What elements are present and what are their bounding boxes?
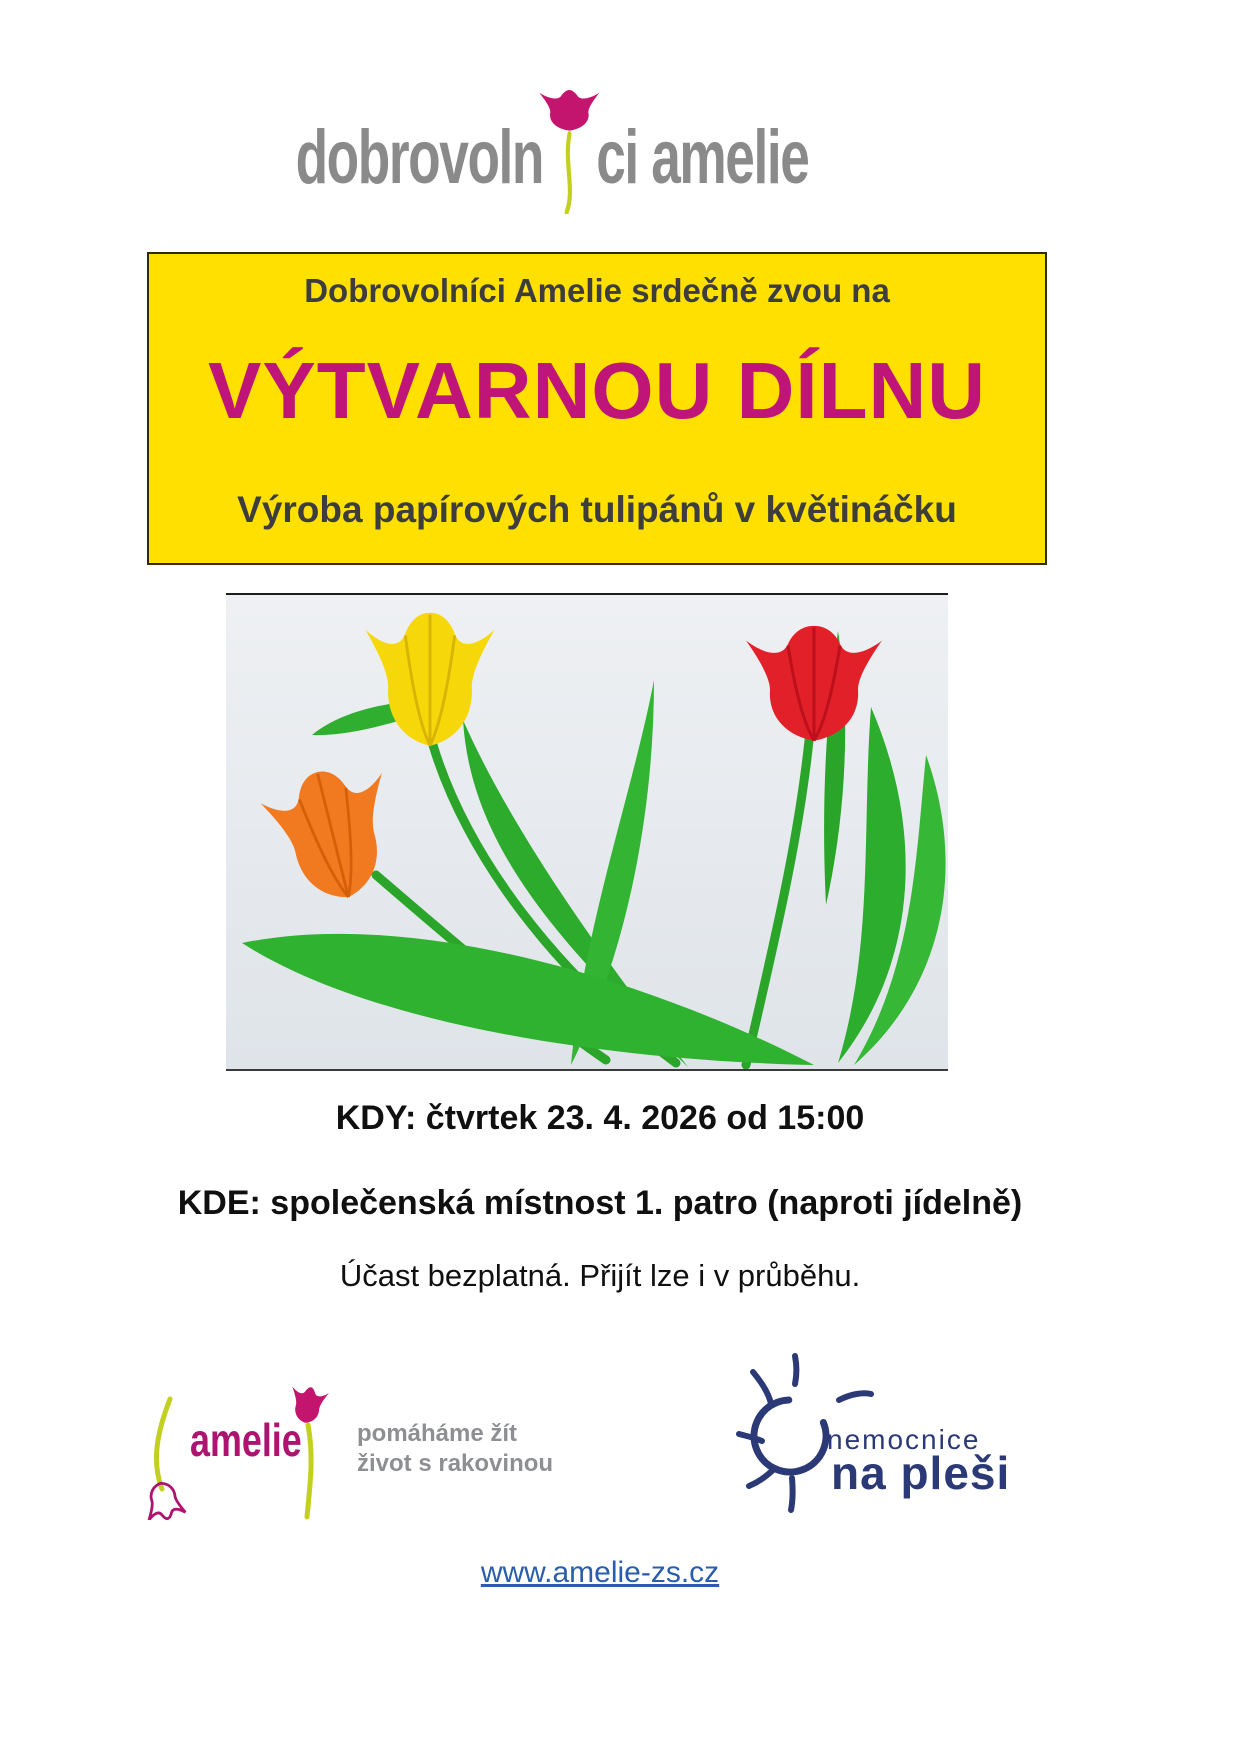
inverted-tulip-icon <box>140 1395 195 1520</box>
website-link[interactable]: www.amelie-zs.cz <box>480 1556 720 1589</box>
tulip-bloom <box>539 90 599 131</box>
paper-tulips-photo <box>226 593 948 1071</box>
website-row <box>0 1556 1200 1590</box>
event-when: KDY: čtvrtek 23. 4. 2026 od 15:00 <box>335 1099 865 1137</box>
brand-logo <box>166 64 939 200</box>
banner-intro: Dobrovolníci Amelie srdečně zvou na <box>304 272 890 309</box>
amelie-tagline-line1: pomáháme žít <box>357 1420 518 1447</box>
hospital-name-line2: na pleši <box>831 1447 1011 1499</box>
hospital-name-line1: nemocnice <box>827 1424 981 1455</box>
invitation-banner <box>147 252 1047 565</box>
amelie-wordmark: amelie <box>190 1414 302 1466</box>
brand-text-right: ci amelie <box>596 115 809 200</box>
tulip-stem <box>567 134 570 212</box>
tulip-icon <box>280 1385 335 1520</box>
amelie-logo <box>140 1383 570 1523</box>
event-subtitle: Výroba papírových tulipánů v květináčku <box>237 489 957 531</box>
tulip-icon <box>536 64 603 214</box>
brand-text-left: dobrovoln <box>295 115 544 200</box>
hospital-logo <box>735 1348 1055 1523</box>
paper-tulips-illustration <box>226 595 948 1069</box>
event-note: Účast bezplatná. Přijít lze i v průběhu. <box>339 1258 861 1293</box>
amelie-tagline <box>357 1419 553 1479</box>
event-where: KDE: společenská místnost 1. patro (naproti jídelně) <box>177 1184 1023 1222</box>
event-title: VÝTVARNOU DÍLNU <box>208 346 986 436</box>
amelie-tagline-line2: život s rakovinou <box>357 1450 554 1477</box>
